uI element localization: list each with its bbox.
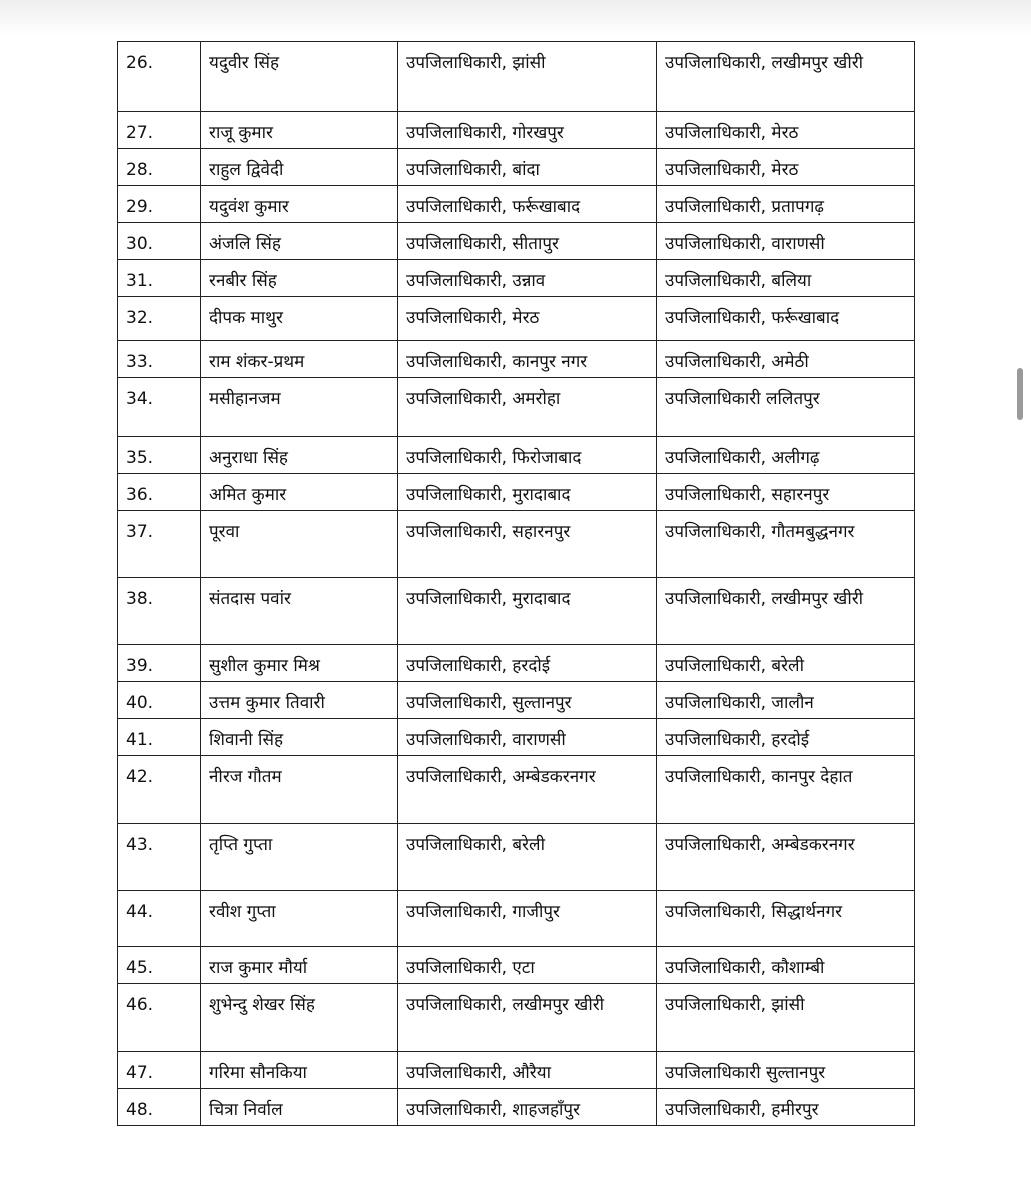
cell-num: 40. [118, 682, 201, 719]
cell-to: उपजिलाधिकारी, कानपुर देहात [657, 756, 915, 824]
cell-to: उपजिलाधिकारी सुल्तानपुर [657, 1052, 915, 1089]
cell-from: उपजिलाधिकारी, फिरोजाबाद [398, 437, 657, 474]
cell-num: 44. [118, 891, 201, 947]
cell-to: उपजिलाधिकारी, अम्बेडकरनगर [657, 824, 915, 891]
scrollbar[interactable] [1015, 0, 1025, 1200]
scrollbar-thumb[interactable] [1017, 368, 1023, 420]
cell-num: 38. [118, 578, 201, 645]
cell-to: उपजिलाधिकारी, वाराणसी [657, 223, 915, 260]
cell-name: राजू कुमार [201, 112, 398, 149]
cell-to: उपजिलाधिकारी, बलिया [657, 260, 915, 297]
cell-from: उपजिलाधिकारी, गोरखपुर [398, 112, 657, 149]
transfer-table [117, 41, 915, 1126]
cell-from: उपजिलाधिकारी, मुरादाबाद [398, 578, 657, 645]
cell-to: उपजिलाधिकारी, अलीगढ़ [657, 437, 915, 474]
cell-from: उपजिलाधिकारी, फर्रूखाबाद [398, 186, 657, 223]
cell-num: 48. [118, 1089, 201, 1126]
cell-from: उपजिलाधिकारी, झांसी [398, 42, 657, 112]
cell-to: उपजिलाधिकारी, सिद्धार्थनगर [657, 891, 915, 947]
cell-to: उपजिलाधिकारी, कौशाम्बी [657, 947, 915, 984]
cell-from: उपजिलाधिकारी, सहारनपुर [398, 511, 657, 578]
cell-num: 45. [118, 947, 201, 984]
table-row [118, 474, 915, 511]
cell-to: उपजिलाधिकारी, झांसी [657, 984, 915, 1052]
cell-to: उपजिलाधिकारी, लखीमपुर खीरी [657, 578, 915, 645]
table-row [118, 984, 915, 1052]
cell-name: अनुराधा सिंह [201, 437, 398, 474]
cell-to: उपजिलाधिकारी, अमेठी [657, 341, 915, 378]
cell-name: अमित कुमार [201, 474, 398, 511]
cell-name: राम शंकर-प्रथम [201, 341, 398, 378]
cell-name: राहुल द्विवेदी [201, 149, 398, 186]
cell-to: उपजिलाधिकारी, मेरठ [657, 149, 915, 186]
cell-from: उपजिलाधिकारी, एटा [398, 947, 657, 984]
table-row [118, 149, 915, 186]
cell-from: उपजिलाधिकारी, अम्बेडकरनगर [398, 756, 657, 824]
cell-name: यदुवीर सिंह [201, 42, 398, 112]
cell-name: अंजलि सिंह [201, 223, 398, 260]
cell-name: पूरवा [201, 511, 398, 578]
table-row [118, 223, 915, 260]
table-row [118, 1089, 915, 1126]
cell-num: 30. [118, 223, 201, 260]
cell-to: उपजिलाधिकारी, बरेली [657, 645, 915, 682]
cell-from: उपजिलाधिकारी, वाराणसी [398, 719, 657, 756]
top-shadow [0, 0, 1031, 36]
cell-to: उपजिलाधिकारी ललितपुर [657, 378, 915, 437]
cell-to: उपजिलाधिकारी, सहारनपुर [657, 474, 915, 511]
cell-to: उपजिलाधिकारी, प्रतापगढ़ [657, 186, 915, 223]
cell-name: सुशील कुमार मिश्र [201, 645, 398, 682]
cell-from: उपजिलाधिकारी, गाजीपुर [398, 891, 657, 947]
cell-from: उपजिलाधिकारी, हरदोई [398, 645, 657, 682]
cell-from: उपजिलाधिकारी, औरैया [398, 1052, 657, 1089]
table-row [118, 824, 915, 891]
cell-name: उत्तम कुमार तिवारी [201, 682, 398, 719]
cell-to: उपजिलाधिकारी, हरदोई [657, 719, 915, 756]
cell-name: रनबीर सिंह [201, 260, 398, 297]
table-row [118, 42, 915, 112]
cell-num: 36. [118, 474, 201, 511]
cell-num: 34. [118, 378, 201, 437]
cell-from: उपजिलाधिकारी, बरेली [398, 824, 657, 891]
cell-from: उपजिलाधिकारी, उन्नाव [398, 260, 657, 297]
cell-num: 31. [118, 260, 201, 297]
cell-num: 33. [118, 341, 201, 378]
table-row [118, 297, 915, 341]
cell-num: 32. [118, 297, 201, 341]
cell-from: उपजिलाधिकारी, मुरादाबाद [398, 474, 657, 511]
cell-to: उपजिलाधिकारी, हमीरपुर [657, 1089, 915, 1126]
cell-name: नीरज गौतम [201, 756, 398, 824]
cell-from: उपजिलाधिकारी, सीतापुर [398, 223, 657, 260]
cell-name: राज कुमार मौर्या [201, 947, 398, 984]
cell-name: मसीहानजम [201, 378, 398, 437]
cell-num: 27. [118, 112, 201, 149]
table-row [118, 578, 915, 645]
cell-num: 37. [118, 511, 201, 578]
cell-num: 41. [118, 719, 201, 756]
cell-to: उपजिलाधिकारी, मेरठ [657, 112, 915, 149]
table-row [118, 437, 915, 474]
cell-from: उपजिलाधिकारी, मेरठ [398, 297, 657, 341]
cell-from: उपजिलाधिकारी, अमरोहा [398, 378, 657, 437]
table-row [118, 891, 915, 947]
cell-from: उपजिलाधिकारी, लखीमपुर खीरी [398, 984, 657, 1052]
cell-to: उपजिलाधिकारी, गौतमबुद्धनगर [657, 511, 915, 578]
table-row [118, 260, 915, 297]
cell-name: रवीश गुप्ता [201, 891, 398, 947]
cell-num: 43. [118, 824, 201, 891]
cell-name: शिवानी सिंह [201, 719, 398, 756]
cell-name: गरिमा सौनकिया [201, 1052, 398, 1089]
cell-name: चित्रा निर्वाल [201, 1089, 398, 1126]
cell-to: उपजिलाधिकारी, लखीमपुर खीरी [657, 42, 915, 112]
cell-num: 29. [118, 186, 201, 223]
table-row [118, 378, 915, 437]
cell-num: 35. [118, 437, 201, 474]
cell-num: 42. [118, 756, 201, 824]
table-row [118, 186, 915, 223]
cell-num: 28. [118, 149, 201, 186]
table-row [118, 1052, 915, 1089]
cell-num: 39. [118, 645, 201, 682]
cell-num: 26. [118, 42, 201, 112]
cell-from: उपजिलाधिकारी, बांदा [398, 149, 657, 186]
table-row [118, 112, 915, 149]
cell-from: उपजिलाधिकारी, सुल्तानपुर [398, 682, 657, 719]
table-body [118, 42, 915, 1126]
cell-name: शुभेन्दु शेखर सिंह [201, 984, 398, 1052]
cell-from: उपजिलाधिकारी, शाहजहाँपुर [398, 1089, 657, 1126]
cell-to: उपजिलाधिकारी, जालौन [657, 682, 915, 719]
table-row [118, 645, 915, 682]
cell-name: यदुवंश कुमार [201, 186, 398, 223]
cell-name: संतदास पवांर [201, 578, 398, 645]
table-row [118, 947, 915, 984]
table-row [118, 511, 915, 578]
cell-name: तृप्ति गुप्ता [201, 824, 398, 891]
table-row [118, 682, 915, 719]
cell-num: 47. [118, 1052, 201, 1089]
table-row [118, 719, 915, 756]
cell-to: उपजिलाधिकारी, फर्रूखाबाद [657, 297, 915, 341]
cell-num: 46. [118, 984, 201, 1052]
table-row [118, 341, 915, 378]
cell-name: दीपक माथुर [201, 297, 398, 341]
cell-from: उपजिलाधिकारी, कानपुर नगर [398, 341, 657, 378]
table-row [118, 756, 915, 824]
